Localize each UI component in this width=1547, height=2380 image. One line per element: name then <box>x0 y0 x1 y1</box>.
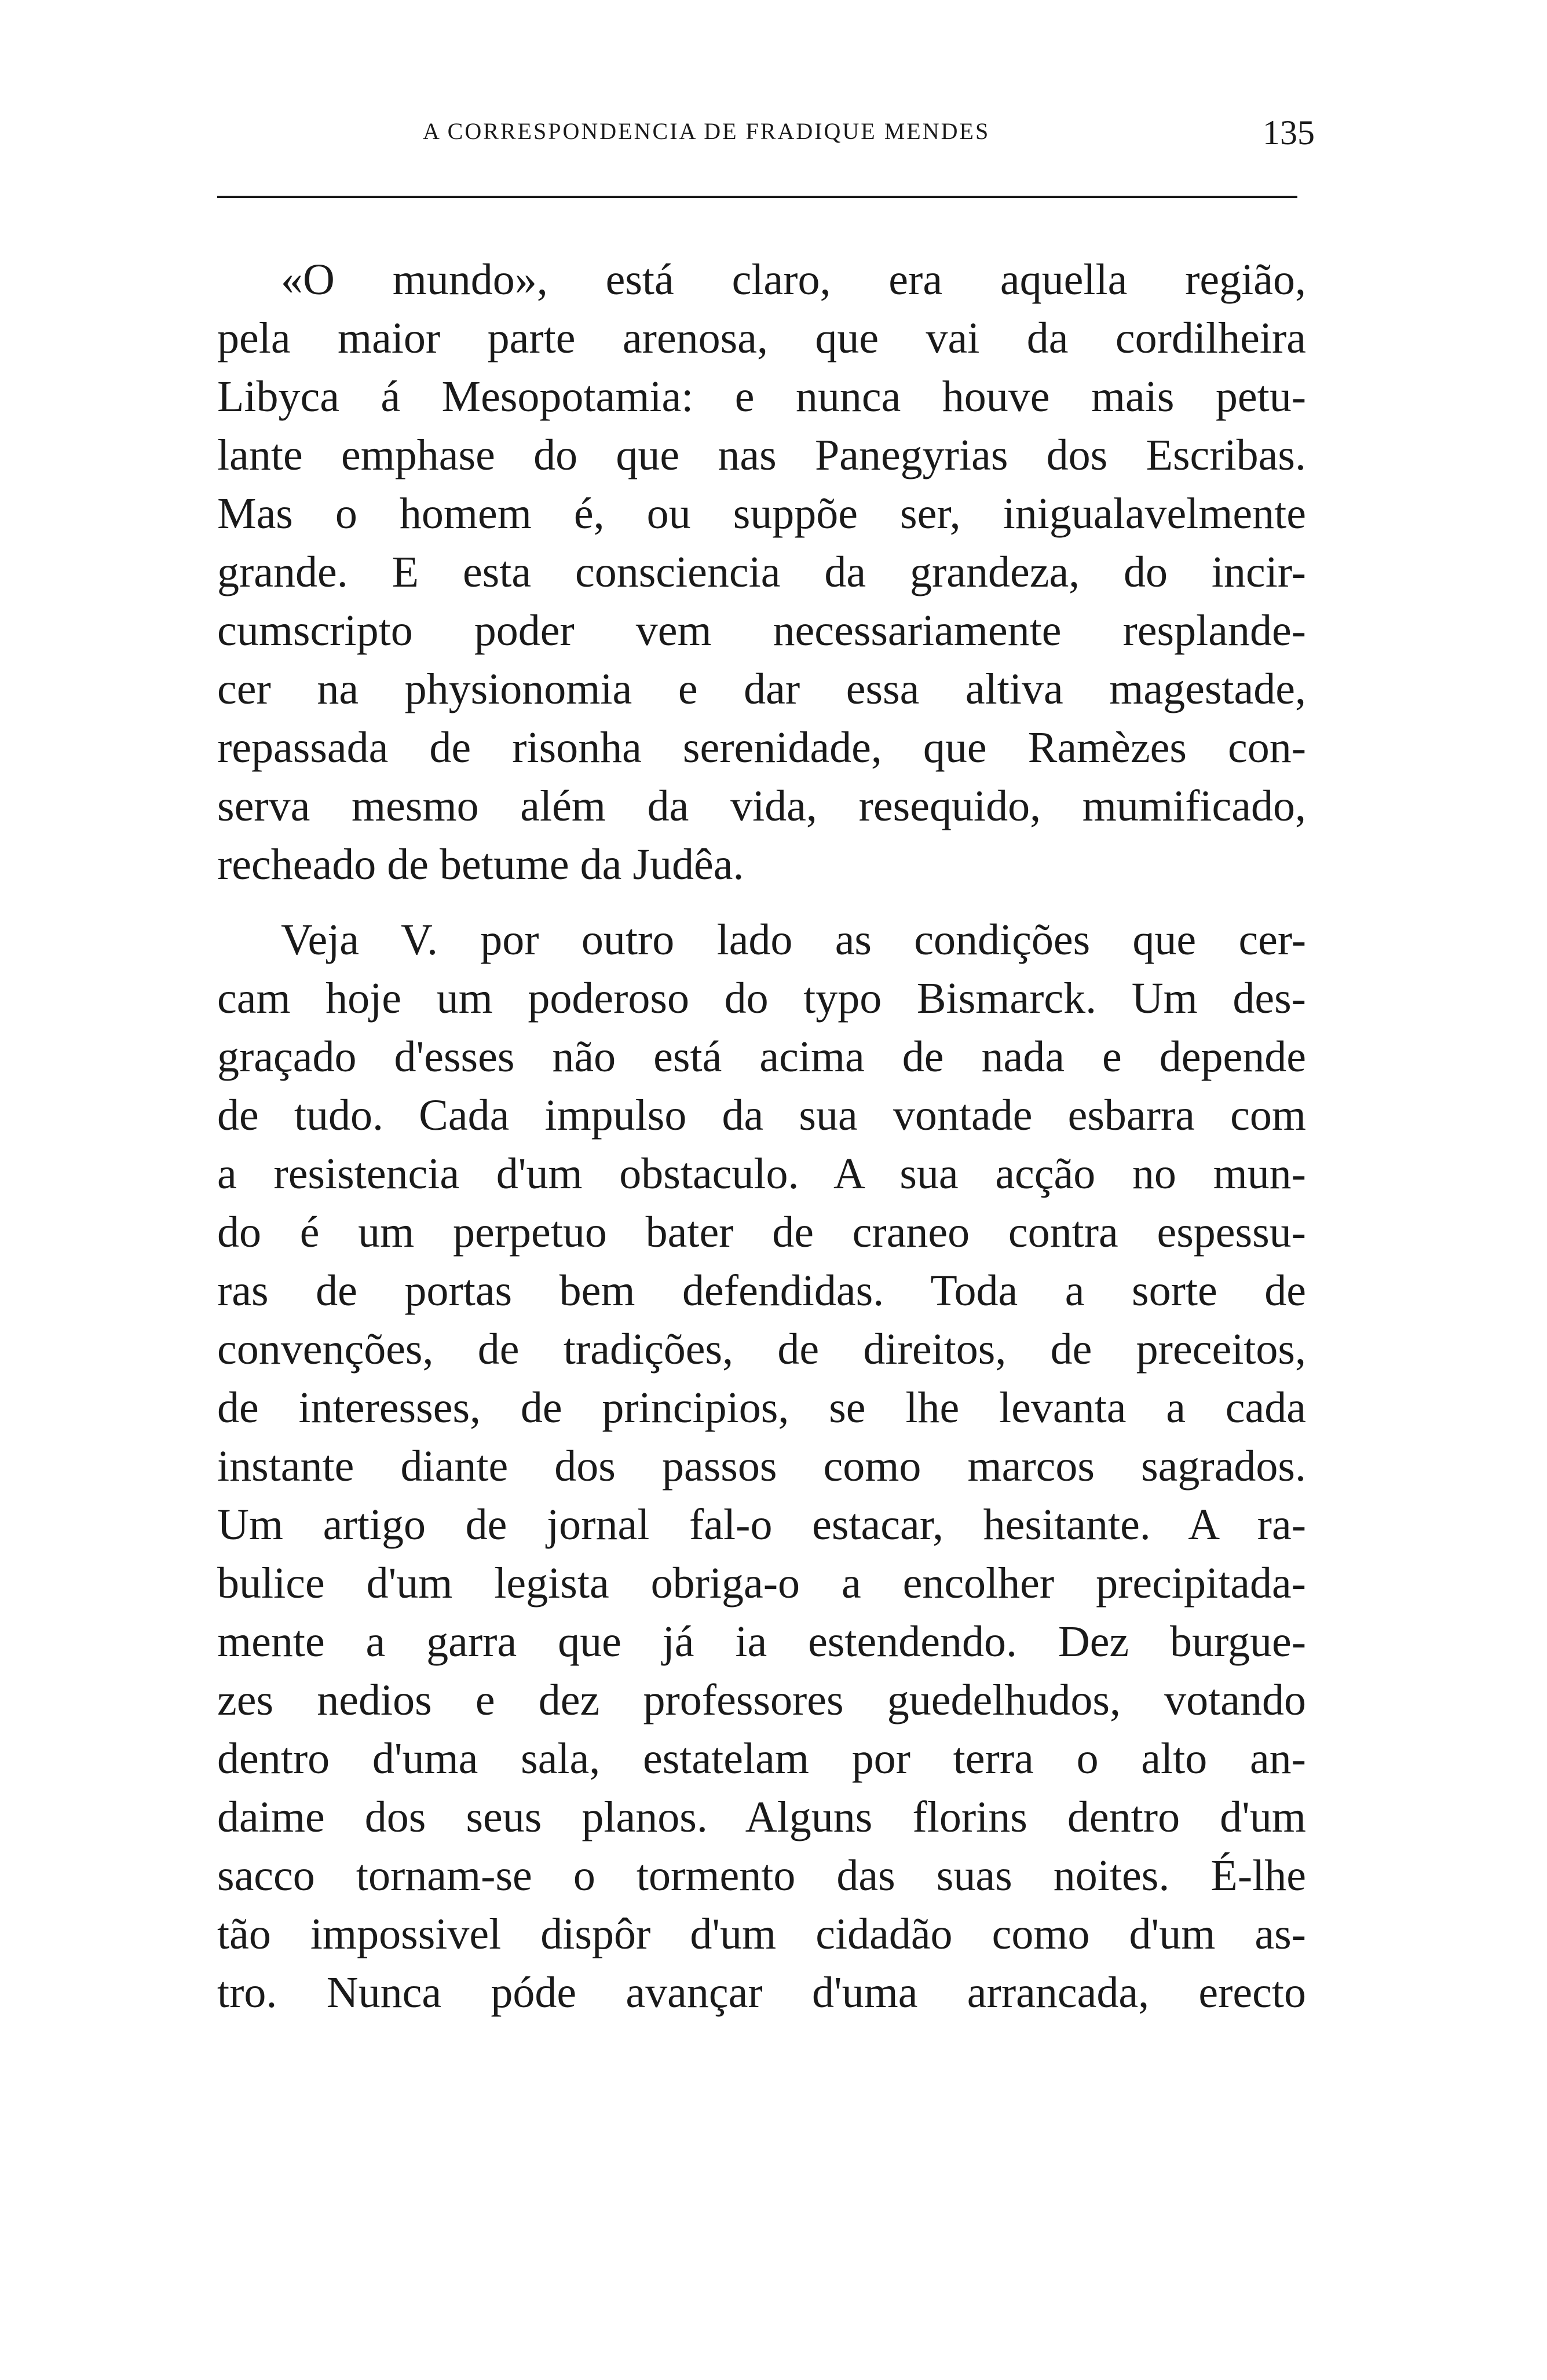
text-line: daime dos seus planos. Alguns florins dentro d'um <box>217 1793 1306 1841</box>
text-line: Um artigo de jornal fal-o estacar, hesitante. A ra- <box>217 1500 1306 1549</box>
header-rule <box>217 196 1297 198</box>
text-line: sacco tornam-se o tormento das suas noites. É-lhe <box>217 1851 1306 1900</box>
text-line: instante diante dos passos como marcos sagrados. <box>217 1442 1306 1491</box>
text-line: cer na physionomia e dar essa altiva magestade, <box>217 665 1306 713</box>
text-line: cumscripto poder vem necessariamente resplande- <box>217 606 1306 655</box>
text-line: pela maior parte arenosa, que vai da cordilheira <box>217 314 1306 363</box>
text-line: dentro d'uma sala, estatelam por terra o alto an- <box>217 1734 1306 1783</box>
text-line: cam hoje um poderoso do typo Bismarck. Um des- <box>217 974 1306 1023</box>
text-line: Veja V. por outro lado as condições que cer- <box>281 916 1306 964</box>
text-line: bulice d'um legista obriga-o a encolher precipitada- <box>217 1559 1306 1608</box>
page-number: 135 <box>1263 113 1315 152</box>
text-line: ras de portas bem defendidas. Toda a sorte de <box>217 1266 1306 1315</box>
text-line: graçado d'esses não está acima de nada e depende <box>217 1032 1306 1081</box>
text-line: de interesses, de principios, se lhe levanta a cada <box>217 1383 1306 1432</box>
text-line: tro. Nunca póde avançar d'uma arrancada, erecto <box>217 1968 1306 2017</box>
running-title: A CORRESPONDENCIA DE FRADIQUE MENDES <box>423 118 990 144</box>
text-line: convenções, de tradições, de direitos, de preceitos, <box>217 1325 1306 1374</box>
text-line: a resistencia d'um obstaculo. A sua acção no mun- <box>217 1149 1306 1198</box>
text-line: Libyca á Mesopotamia: e nunca houve mais petu- <box>217 372 1306 421</box>
text-line: Mas o homem é, ou suppõe ser, inigualavelmente <box>217 489 1306 538</box>
text-line: recheado de betume da Judêa. <box>217 840 744 889</box>
text-line: do é um perpetuo bater de craneo contra espessu- <box>217 1208 1306 1257</box>
text-line: repassada de risonha serenidade, que Ramèzes con- <box>217 723 1306 772</box>
text-line: de tudo. Cada impulso da sua vontade esbarra com <box>217 1091 1306 1140</box>
text-line: lante emphase do que nas Panegyrias dos Escribas. <box>217 431 1306 479</box>
text-line: zes nedios e dez professores guedelhudos, votando <box>217 1676 1306 1724</box>
text-line: tão impossivel dispôr d'um cidadão como d'um as- <box>217 1910 1306 1958</box>
text-line: mente a garra que já ia estendendo. Dez burgue- <box>217 1617 1306 1666</box>
page-header <box>214 113 1315 159</box>
text-line: «O mundo», está claro, era aquella região, <box>281 255 1306 304</box>
text-line: grande. E esta consciencia da grandeza, do incir- <box>217 548 1306 596</box>
text-line: serva mesmo além da vida, resequido, mumificado, <box>217 782 1306 830</box>
